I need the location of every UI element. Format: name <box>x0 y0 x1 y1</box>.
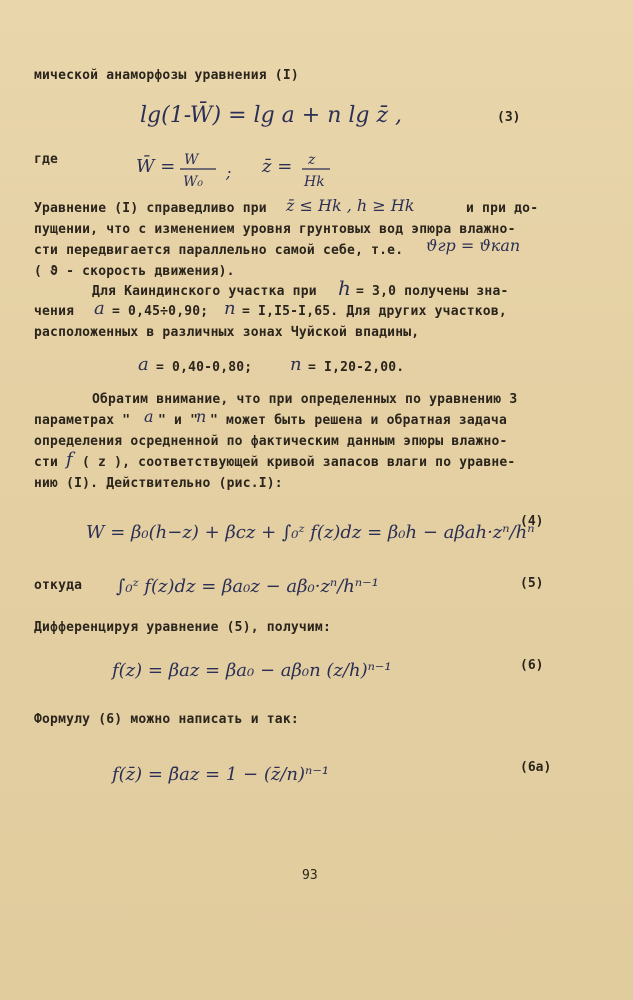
text-line: ( z ), соответствующей кривой запасов влаги по уравне- <box>82 455 516 470</box>
definition-w <box>136 150 256 194</box>
text-line: параметрах " <box>34 413 131 428</box>
equation-6a-text: f(z̄) = β̄az = 1 − (z̄/n)ⁿ⁻¹ <box>112 764 330 785</box>
text-line: Дифференцируя уравнение (5), получим: <box>34 620 331 635</box>
svg-text:;: ; <box>226 163 232 182</box>
text-line: = 0,40-0,80; <box>156 360 253 375</box>
equation-number: (3) <box>497 110 521 125</box>
equation-6-text: f(z) = βaz = βa₀ − aβ₀n (z/h)ⁿ⁻¹ <box>112 660 392 681</box>
symbol-n: n <box>290 354 302 375</box>
equation-number: (6a) <box>520 760 552 775</box>
text-line: = I,I5-I,65. Для других участков, <box>242 304 507 319</box>
text-line: ( ϑ - скорость движения). <box>34 264 235 279</box>
text-line: где <box>34 152 59 167</box>
text-line: мической анаморфозы уравнения (I) <box>34 68 299 83</box>
text-line: Уравнение (I) справедливо при <box>34 201 267 216</box>
text-line: = 3,0 получены зна- <box>356 284 509 299</box>
symbol-a: a <box>144 407 154 426</box>
page-number: 93 <box>302 868 318 883</box>
symbol-f: f <box>66 449 73 470</box>
svg-text:W̄ =: W̄ = <box>136 156 176 177</box>
equation-4-text: W = β₀(h−z) + βcz + ∫₀ᶻ f(z)dz = β₀h − aβah·zⁿ/hⁿ <box>86 522 535 543</box>
equation-6a <box>112 748 412 802</box>
equation-4 <box>86 500 535 560</box>
text-line: нию (I). Действительно (рис.I): <box>34 476 283 491</box>
text-line: = I,20-2,00. <box>308 360 405 375</box>
text-line: Формулу (6) можно написать и так: <box>34 712 299 727</box>
text-line: определения осредненной по фактическим данным эпюры влажно- <box>34 434 508 449</box>
condition-2: ϑгр = ϑкап <box>426 236 521 255</box>
equation-6 <box>112 644 432 698</box>
equation-3-text: lg(1-W̄) = lg a + n lg z̄ , <box>140 103 403 128</box>
svg-text:z: z <box>308 152 316 168</box>
svg-text:W₀: W₀ <box>183 174 204 190</box>
text-line: пущении, что с изменением уровня грунтовых вод эпюра влажно- <box>34 222 516 237</box>
text-line: " может быть решена и обратная задача <box>210 413 507 428</box>
symbol-a: a <box>138 354 149 375</box>
text-line: и при до- <box>466 201 539 216</box>
text-line: расположенных в различных зонах Чуйской впадины, <box>34 325 420 340</box>
text-line: сти передвигается параллельно самой себе, т.е. <box>34 243 404 258</box>
equation-number: (4) <box>520 514 544 529</box>
svg-text:Hk: Hk <box>304 174 325 190</box>
equation-number: (5) <box>520 576 544 591</box>
text-line: сти <box>34 455 59 470</box>
text-line: " и " <box>158 413 199 428</box>
text-line: = 0,45÷0,90; <box>112 304 209 319</box>
symbol-n: n <box>196 407 207 426</box>
text-line: откуда <box>34 578 83 593</box>
symbol-n: n <box>224 298 236 319</box>
equation-5 <box>116 562 416 616</box>
text-line: Обратим внимание, что при определенных по уравнению 3 <box>92 392 518 407</box>
symbol-a: a <box>94 298 105 319</box>
definition-z <box>262 150 352 194</box>
equation-3 <box>140 92 403 136</box>
svg-text:W: W <box>184 152 199 168</box>
equation-number: (6) <box>520 658 544 673</box>
text-line: чения <box>34 304 75 319</box>
symbol-h: h <box>338 276 351 300</box>
text-line: Для Каиндинского участка при <box>92 284 317 299</box>
condition-1: z̄ ≤ Hk , h ≥ Hk <box>286 196 415 215</box>
equation-5-text: ∫₀ᶻ f(z)dz = βa₀z − aβ₀·zⁿ/hⁿ⁻¹ <box>116 576 379 597</box>
svg-text:z̄ =: z̄ = <box>262 156 293 177</box>
